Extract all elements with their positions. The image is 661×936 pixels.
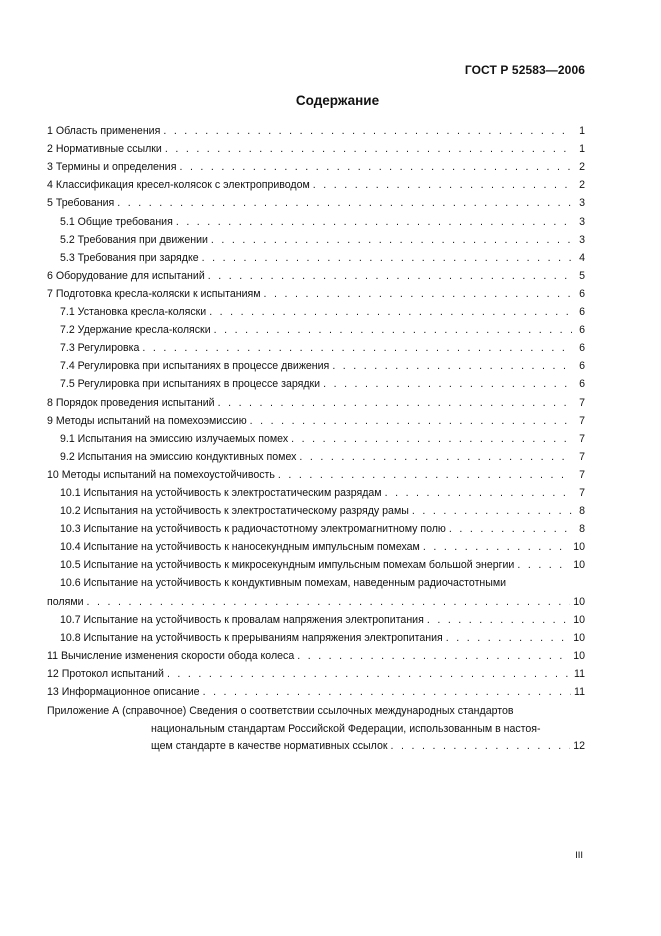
toc-subentry[interactable]: 10.7 Испытание на устойчивость к провалам напряжения электропитания . . . 10 (47, 609, 585, 627)
toc-entry[interactable]: 4 Классификация кресел-колясок с электроприводом . . . 2 (47, 174, 585, 192)
toc-subentry[interactable]: 7.2 Удержание кресла-коляски . . . 6 (47, 319, 585, 337)
standard-number: ГОСТ Р 52583—2006 (464, 63, 585, 77)
toc-subentry[interactable]: 9.1 Испытания на эмиссию излучаемых помех . . . 7 (47, 428, 585, 446)
toc-entry[interactable]: 9 Методы испытаний на помехоэмиссию . . . 7 (47, 410, 585, 428)
toc-subentry[interactable]: 5.2 Требования при движении . . . 3 (47, 229, 585, 247)
page-number: III (575, 850, 583, 861)
toc-subentry[interactable]: 7.4 Регулировка при испытаниях в процессе движения . . . 6 (47, 355, 585, 373)
toc-subentry[interactable]: 10.6 Испытание на устойчивость к кондуктивным помехам, наведенным радиочастотными полями . . . 10 (47, 572, 585, 608)
toc-entry[interactable]: 1 Область применения . . . 1 (47, 120, 585, 138)
toc-subentry[interactable]: 10.5 Испытание на устойчивость к микросекундным импульсным помехам большой энергии . . . 10 (47, 554, 585, 572)
toc-subentry[interactable]: 5.1 Общие требования . . . 3 (47, 210, 585, 228)
toc-subentry[interactable]: 7.1 Установка кресла-коляски . . . 6 (47, 301, 585, 319)
toc-appendix-entry[interactable]: Приложение А (справочное) Сведения о соответствии ссылочных международных стандартов национальным стандартам Российской Федерации, использованным в настоя- щем стандарте в качестве нормативных ссылок . . . 12 (47, 699, 585, 753)
toc-subentry[interactable]: 5.3 Требования при зарядке . . . 4 (47, 247, 585, 265)
toc-entry[interactable]: 12 Протокол испытаний . . . 11 (47, 663, 585, 681)
toc-entry[interactable]: 6 Оборудование для испытаний . . . 5 (47, 265, 585, 283)
toc-subentry[interactable]: 9.2 Испытания на эмиссию кондуктивных помех . . . 7 (47, 446, 585, 464)
toc-entry[interactable]: 10 Методы испытаний на помехоустойчивость . . . 7 (47, 464, 585, 482)
toc-entry[interactable]: 5 Требования . . . 3 (47, 192, 585, 210)
toc-entry[interactable]: 2 Нормативные ссылки . . . 1 (47, 138, 585, 156)
page-title: Содержание (295, 93, 380, 108)
toc-subentry[interactable]: 10.3 Испытание на устойчивость к радиочастотному электромагнитному полю . . . 8 (47, 518, 585, 536)
toc-subentry[interactable]: 7.3 Регулировка . . . 6 (47, 337, 585, 355)
toc-subentry[interactable]: 10.2 Испытания на устойчивость к электростатическому разряду рамы . . . 8 (47, 500, 585, 518)
toc-entry[interactable]: 11 Вычисление изменения скорости обода колеса . . . 10 (47, 645, 585, 663)
toc-entry[interactable]: 8 Порядок проведения испытаний . . . 7 (47, 391, 585, 409)
toc-entry[interactable]: 7 Подготовка кресла-коляски к испытаниям . . . 6 (47, 283, 585, 301)
table-of-contents (47, 120, 585, 753)
toc-subentry[interactable]: 7.5 Регулировка при испытаниях в процессе зарядки . . . 6 (47, 373, 585, 391)
toc-entry[interactable]: 3 Термины и определения . . . 2 (47, 156, 585, 174)
toc-entry[interactable]: 13 Информационное описание . . . 11 (47, 681, 585, 699)
toc-subentry[interactable]: 10.4 Испытание на устойчивость к наносекундным импульсным помехам . . . 10 (47, 536, 585, 554)
toc-subentry[interactable]: 10.8 Испытание на устойчивость к прерываниям напряжения электропитания . . . 10 (47, 627, 585, 645)
toc-subentry[interactable]: 10.1 Испытания на устойчивость к электростатическим разрядам . . . 7 (47, 482, 585, 500)
